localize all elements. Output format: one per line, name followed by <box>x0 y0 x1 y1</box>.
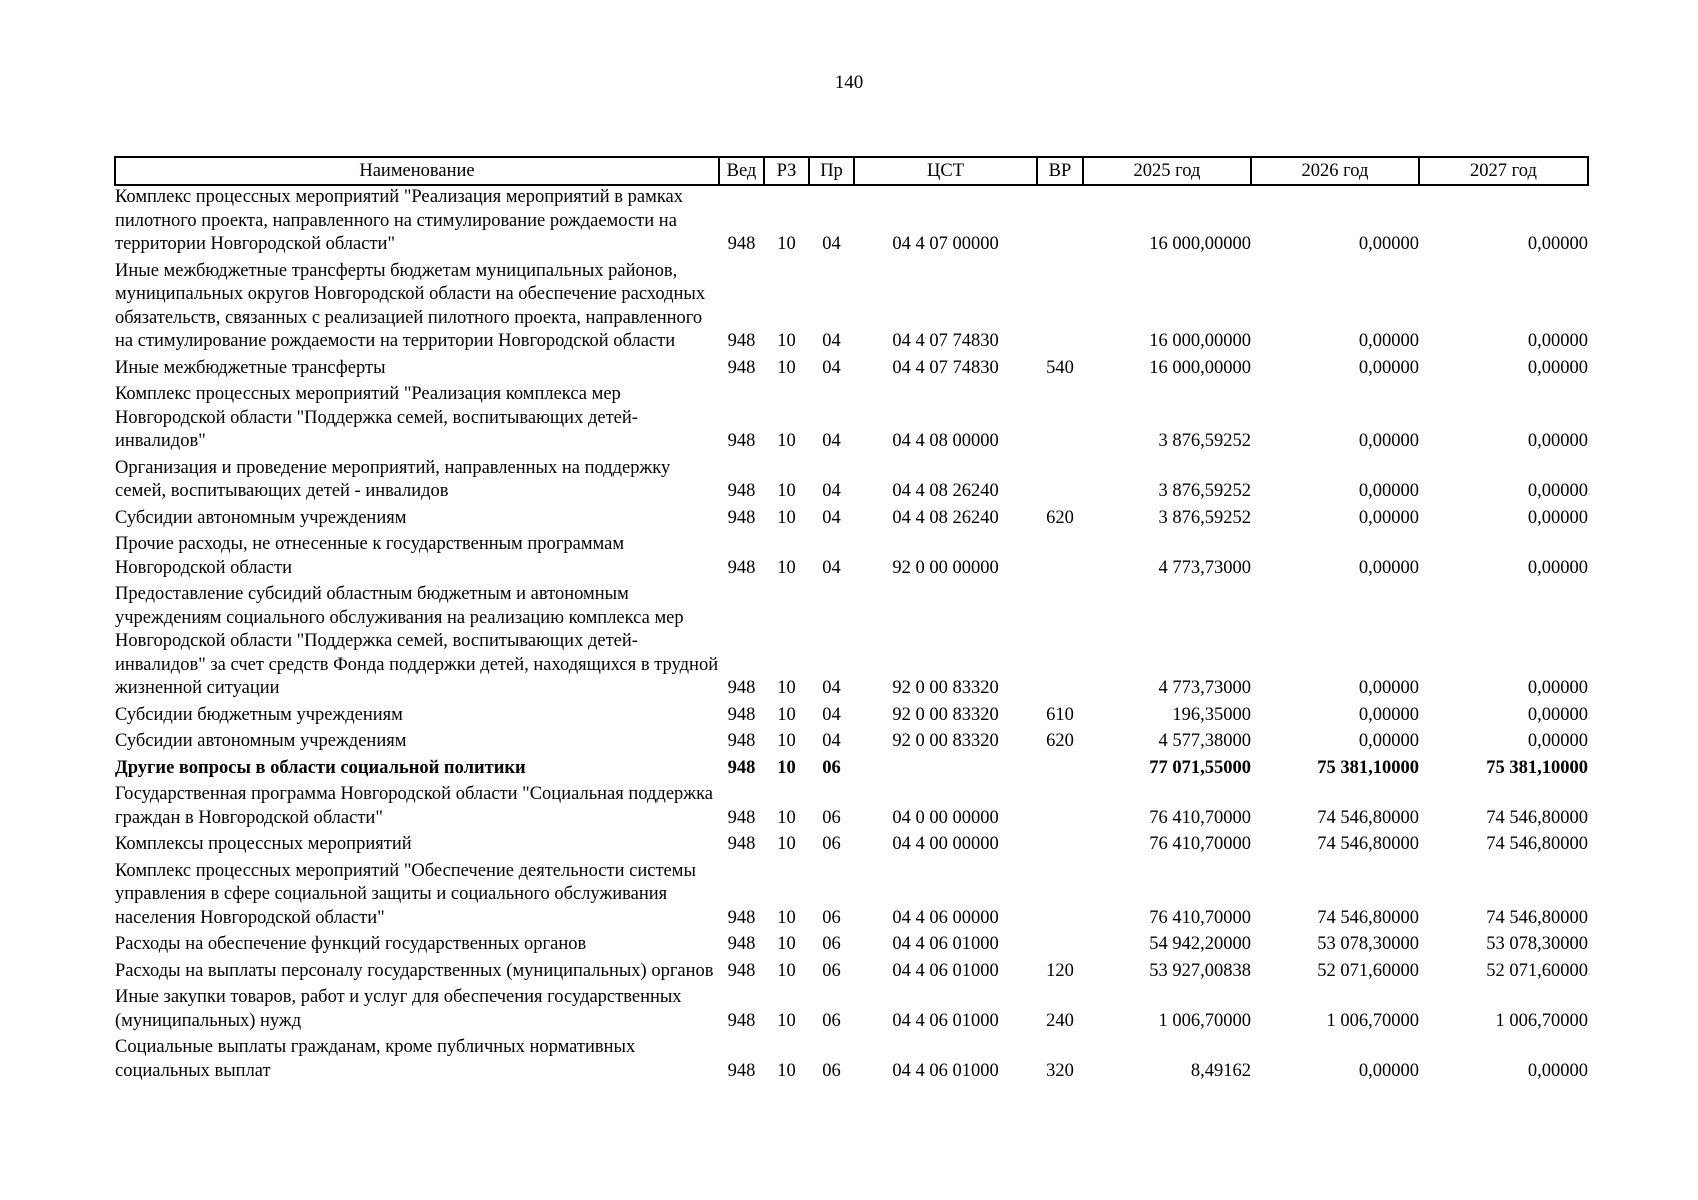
cell-name: Комплексы процессных мероприятий <box>115 834 412 854</box>
header-cst: ЦСТ <box>854 157 1037 185</box>
cell-pr: 04 <box>822 431 841 451</box>
cell-2026: 1 006,70000 <box>1326 1010 1419 1031</box>
cell-ved: 948 <box>727 807 756 828</box>
cell-name: Иные закупки товаров, работ и услуг для обеспечения государственных (муниципальных) нужд <box>115 987 682 1031</box>
cell-vr: 240 <box>1046 1010 1074 1031</box>
cell-ved: 948 <box>727 678 756 698</box>
cell-ved: 948 <box>727 431 756 451</box>
cell-2027: 0,00000 <box>1527 507 1588 528</box>
cell-2025: 16 000,00000 <box>1149 331 1251 351</box>
cell-rz: 10 <box>777 807 796 828</box>
cell-pr: 06 <box>822 934 841 954</box>
cell-pr: 06 <box>822 807 841 828</box>
cell-2027: 0,00000 <box>1527 678 1588 698</box>
cell-2027: 53 078,30000 <box>1486 934 1588 954</box>
cell-rz: 10 <box>777 331 796 351</box>
cell-2026: 52 071,60000 <box>1317 960 1419 981</box>
cell-2027: 0,00000 <box>1527 557 1588 578</box>
cell-2025: 54 942,20000 <box>1149 934 1251 954</box>
cell-pr: 04 <box>822 704 841 725</box>
cell-pr: 04 <box>822 731 841 751</box>
cell-ved: 948 <box>727 507 756 528</box>
cell-name: Иные межбюджетные трансферты бюджетам муниципальных районов, муниципальных округов Новгородской области на обеспечение расходных обязательств, связанных с реализацией пилотного проекта, направленного на стимулирование рождаемости на территории Новгородской области <box>115 260 706 351</box>
cell-vr: 540 <box>1046 357 1074 378</box>
cell-rz: 10 <box>777 357 796 378</box>
cell-pr: 06 <box>822 757 841 778</box>
cell-2027: 75 381,10000 <box>1486 757 1588 778</box>
cell-2027: 0,00000 <box>1527 234 1588 254</box>
cell-ved: 948 <box>727 234 756 254</box>
cell-rz: 10 <box>777 834 796 854</box>
header-pr: Пр <box>809 157 854 185</box>
cell-rz: 10 <box>777 934 796 954</box>
table-row <box>115 1036 1588 1086</box>
cell-vr: 620 <box>1046 507 1074 528</box>
table-row <box>115 757 1588 784</box>
cell-2026: 74 546,80000 <box>1317 907 1419 928</box>
cell-2026: 0,00000 <box>1358 431 1419 451</box>
cell-rz: 10 <box>777 678 796 698</box>
cell-rz: 10 <box>777 557 796 578</box>
cell-2026: 0,00000 <box>1358 704 1419 725</box>
cell-name: Субсидии автономным учреждениям <box>115 507 407 528</box>
cell-cst: 92 0 00 83320 <box>892 731 999 751</box>
cell-2026: 74 546,80000 <box>1317 807 1419 828</box>
cell-pr: 04 <box>822 557 841 578</box>
budget-table <box>114 156 1589 1086</box>
table-row <box>115 933 1588 960</box>
cell-name: Социальные выплаты гражданам, кроме публичных нормативных социальных выплат <box>115 1037 636 1081</box>
cell-cst: 04 4 06 00000 <box>892 907 999 928</box>
table-row <box>115 383 1588 457</box>
cell-vr <box>1037 757 1083 784</box>
cell-2026: 0,00000 <box>1358 331 1419 351</box>
cell-2027: 1 006,70000 <box>1495 1010 1588 1031</box>
cell-name: Субсидии бюджетным учреждениям <box>115 704 403 725</box>
cell-rz: 10 <box>777 234 796 254</box>
cell-2027: 0,00000 <box>1527 481 1588 501</box>
cell-ved: 948 <box>727 731 756 751</box>
cell-2025: 76 410,70000 <box>1149 907 1251 928</box>
cell-rz: 10 <box>777 481 796 501</box>
cell-2026: 0,00000 <box>1358 357 1419 378</box>
cell-vr <box>1037 860 1083 934</box>
table-row <box>115 986 1588 1036</box>
table-row <box>115 783 1588 833</box>
cell-name: Расходы на обеспечение функций государственных органов <box>115 934 587 954</box>
cell-name: Субсидии автономным учреждениям <box>115 731 407 751</box>
cell-ved: 948 <box>727 834 756 854</box>
cell-rz: 10 <box>777 757 796 778</box>
cell-2026: 75 381,10000 <box>1317 757 1419 778</box>
cell-vr <box>1037 583 1083 704</box>
table-row <box>115 833 1588 860</box>
cell-2027: 74 546,80000 <box>1486 807 1588 828</box>
cell-2027: 52 071,60000 <box>1486 960 1588 981</box>
table-row <box>115 860 1588 934</box>
cell-vr: 620 <box>1046 731 1074 751</box>
cell-pr: 04 <box>822 481 841 501</box>
cell-name: Иные межбюджетные трансферты <box>115 357 386 378</box>
header-2026: 2026 год <box>1251 157 1419 185</box>
cell-2025: 53 927,00838 <box>1149 960 1251 981</box>
table-row <box>115 730 1588 757</box>
cell-2025: 1 006,70000 <box>1158 1010 1251 1031</box>
cell-ved: 948 <box>727 357 756 378</box>
cell-cst: 04 4 07 74830 <box>892 357 999 378</box>
header-2027: 2027 год <box>1419 157 1588 185</box>
header-name: Наименование <box>115 157 719 185</box>
table-body <box>115 185 1588 1086</box>
cell-rz: 10 <box>777 960 796 981</box>
cell-cst: 04 4 06 01000 <box>892 1060 999 1081</box>
table-row <box>115 357 1588 384</box>
cell-2027: 74 546,80000 <box>1486 907 1588 928</box>
cell-pr: 04 <box>822 357 841 378</box>
cell-ved: 948 <box>727 704 756 725</box>
cell-vr <box>1037 783 1083 833</box>
cell-vr <box>1037 933 1083 960</box>
table-header-row <box>115 157 1588 185</box>
cell-name: Расходы на выплаты персоналу государственных (муниципальных) органов <box>115 960 714 981</box>
cell-ved: 948 <box>727 960 756 981</box>
cell-ved: 948 <box>727 481 756 501</box>
cell-cst: 04 4 06 01000 <box>892 1010 999 1031</box>
cell-pr: 04 <box>822 507 841 528</box>
cell-cst: 92 0 00 83320 <box>892 678 999 698</box>
cell-rz: 10 <box>777 431 796 451</box>
cell-2025: 76 410,70000 <box>1149 807 1251 828</box>
cell-2027: 0,00000 <box>1527 331 1588 351</box>
cell-pr: 06 <box>822 1010 841 1031</box>
cell-2025: 3 876,59252 <box>1158 481 1251 501</box>
cell-2027: 0,00000 <box>1527 431 1588 451</box>
cell-cst: 04 4 08 26240 <box>892 481 999 501</box>
cell-2026: 0,00000 <box>1358 481 1419 501</box>
cell-name: Предоставление субсидий областным бюджетным и автономным учреждениям социального обслуживания на реализацию комплекса мер Новгородской области "Поддержка семей, воспитывающих детей-инвалидов" за счет средств Фонда поддержки детей, находящихся в трудной жизненной ситуации <box>115 584 719 698</box>
cell-ved: 948 <box>727 1060 756 1081</box>
cell-name: Комплекс процессных мероприятий "Реализация мероприятий в рамках пилотного проекта, направленного на стимулирование рождаемости на территории Новгородской области" <box>115 187 683 254</box>
cell-pr: 06 <box>822 1060 841 1081</box>
table-row <box>115 704 1588 731</box>
cell-2026: 74 546,80000 <box>1317 834 1419 854</box>
cell-cst: 92 0 00 83320 <box>892 704 999 725</box>
cell-cst: 04 4 07 74830 <box>892 331 999 351</box>
cell-2025: 8,49162 <box>1190 1060 1251 1081</box>
cell-rz: 10 <box>777 1060 796 1081</box>
cell-2027: 74 546,80000 <box>1486 834 1588 854</box>
cell-2025: 16 000,00000 <box>1149 357 1251 378</box>
table-row <box>115 533 1588 583</box>
cell-vr: 610 <box>1046 704 1074 725</box>
cell-pr: 04 <box>822 678 841 698</box>
cell-pr: 06 <box>822 960 841 981</box>
cell-vr <box>1037 383 1083 457</box>
cell-cst: 04 4 06 01000 <box>892 934 999 954</box>
table-row <box>115 185 1588 260</box>
cell-cst: 04 4 00 00000 <box>892 834 999 854</box>
cell-name: Другие вопросы в области социальной политики <box>115 757 526 778</box>
cell-name: Прочие расходы, не отнесенные к государственным программам Новгородской области <box>115 534 625 578</box>
cell-vr <box>1037 833 1083 860</box>
cell-cst: 04 4 08 26240 <box>892 507 999 528</box>
cell-cst: 04 4 07 00000 <box>892 234 999 254</box>
cell-cst: 04 4 06 01000 <box>892 960 999 981</box>
cell-pr: 04 <box>822 234 841 254</box>
cell-2025: 3 876,59252 <box>1158 431 1251 451</box>
cell-2027: 0,00000 <box>1527 704 1588 725</box>
cell-rz: 10 <box>777 704 796 725</box>
cell-name: Комплекс процессных мероприятий "Реализация комплекса мер Новгородской области "Поддержка семей, воспитывающих детей-инвалидов" <box>115 384 638 451</box>
cell-ved: 948 <box>727 757 756 778</box>
cell-2026: 0,00000 <box>1358 234 1419 254</box>
cell-2026: 0,00000 <box>1358 1060 1419 1081</box>
cell-rz: 10 <box>777 731 796 751</box>
cell-2027: 0,00000 <box>1527 357 1588 378</box>
cell-cst: 04 0 00 00000 <box>892 807 999 828</box>
cell-name: Государственная программа Новгородской области "Социальная поддержка граждан в Новгородской области" <box>115 784 713 828</box>
cell-ved: 948 <box>727 557 756 578</box>
cell-rz: 10 <box>777 1010 796 1031</box>
cell-vr <box>1037 457 1083 507</box>
table-row <box>115 583 1588 704</box>
cell-2025: 4 577,38000 <box>1158 731 1251 751</box>
header-vr: ВР <box>1037 157 1083 185</box>
cell-2025: 16 000,00000 <box>1149 234 1251 254</box>
cell-2025: 4 773,73000 <box>1158 678 1251 698</box>
page-number: 140 <box>834 72 864 93</box>
cell-2026: 0,00000 <box>1358 507 1419 528</box>
cell-2025: 4 773,73000 <box>1158 557 1251 578</box>
cell-vr <box>1037 185 1083 260</box>
table-row <box>115 260 1588 357</box>
cell-cst: 92 0 00 00000 <box>892 557 999 578</box>
cell-2027: 0,00000 <box>1527 1060 1588 1081</box>
header-ved: Вед <box>719 157 764 185</box>
cell-2026: 53 078,30000 <box>1317 934 1419 954</box>
table-row <box>115 507 1588 534</box>
cell-rz: 10 <box>777 507 796 528</box>
cell-2026: 0,00000 <box>1358 678 1419 698</box>
table-row <box>115 457 1588 507</box>
header-rz: РЗ <box>764 157 809 185</box>
cell-2026: 0,00000 <box>1358 731 1419 751</box>
cell-vr <box>1037 533 1083 583</box>
cell-vr <box>1037 260 1083 357</box>
cell-pr: 06 <box>822 907 841 928</box>
cell-2025: 77 071,55000 <box>1149 757 1251 778</box>
cell-name: Комплекс процессных мероприятий "Обеспечение деятельности системы управления в сфере социальной защиты и социального обслуживания населения Новгородской области" <box>115 860 696 928</box>
cell-2027: 0,00000 <box>1527 731 1588 751</box>
cell-cst <box>854 757 1037 784</box>
cell-ved: 948 <box>727 331 756 351</box>
cell-cst: 04 4 08 00000 <box>892 431 999 451</box>
cell-rz: 10 <box>777 907 796 928</box>
table-row <box>115 960 1588 987</box>
header-2025: 2025 год <box>1083 157 1251 185</box>
cell-vr: 320 <box>1046 1060 1074 1081</box>
cell-ved: 948 <box>727 934 756 954</box>
cell-2025: 76 410,70000 <box>1149 834 1251 854</box>
cell-ved: 948 <box>727 907 756 928</box>
cell-ved: 948 <box>727 1010 756 1031</box>
cell-2025: 3 876,59252 <box>1158 507 1251 528</box>
cell-pr: 06 <box>822 834 841 854</box>
cell-name: Организация и проведение мероприятий, направленных на поддержку семей, воспитывающих детей - инвалидов <box>115 457 671 501</box>
cell-vr: 120 <box>1046 960 1074 981</box>
cell-pr: 04 <box>822 331 841 351</box>
cell-2026: 0,00000 <box>1358 557 1419 578</box>
cell-2025: 196,35000 <box>1172 704 1251 725</box>
